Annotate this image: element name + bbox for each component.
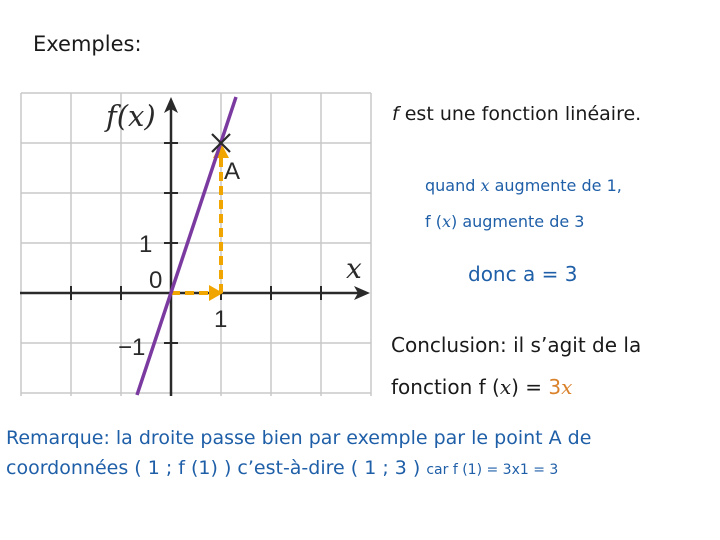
text-segment: f ( [478, 375, 500, 399]
statement-linear [392, 103, 641, 125]
text-segment: fonction [391, 375, 479, 399]
page-title: Exemples: [33, 32, 142, 56]
verification-text: car f (1) = 3x1 = 3 [426, 462, 559, 478]
y-tick-label-1: 1 [139, 231, 153, 258]
coefficient-value: a = 3 [522, 262, 578, 286]
x-tick-label-1: 1 [214, 306, 228, 333]
text-segment: augmente de 1, [489, 176, 622, 195]
text-segment: coordonnées ( 1 ; f (1) ) c’est-à-dire ( 1 ; 3 ) [6, 457, 427, 479]
text-segment: quand [425, 176, 481, 195]
statement-x-increase [425, 176, 622, 195]
x-variable: x [561, 375, 573, 399]
statement-f-increase [425, 212, 584, 231]
y-axis-label: f(x) [106, 99, 156, 133]
function-formula [391, 375, 572, 399]
f-symbol: f [392, 103, 399, 125]
function-graph [20, 92, 380, 397]
text-segment: donc [468, 262, 523, 286]
conclusion-line: Conclusion: il s’agit de la [391, 333, 642, 357]
remark-line-1: Remarque: la droite passe bien par exemple par le point A de [6, 427, 592, 449]
remark-line-2 [6, 457, 558, 479]
point-a-label: A [224, 158, 241, 185]
statement-linear-text: est une fonction linéaire. [398, 103, 642, 125]
text-segment: ) augmente de 3 [451, 212, 585, 231]
coefficient-value: 3 [548, 375, 562, 399]
origin-label: 0 [149, 267, 163, 294]
x-variable: x [499, 375, 512, 399]
statement-coefficient [468, 262, 577, 286]
text-segment: ) = [511, 375, 549, 399]
x-axis-label: x [346, 252, 362, 285]
grid [21, 93, 371, 396]
text-segment: f ( [425, 212, 442, 231]
x-variable: x [480, 176, 490, 195]
x-variable: x [441, 212, 451, 231]
y-tick-label-neg1: −1 [118, 334, 146, 361]
